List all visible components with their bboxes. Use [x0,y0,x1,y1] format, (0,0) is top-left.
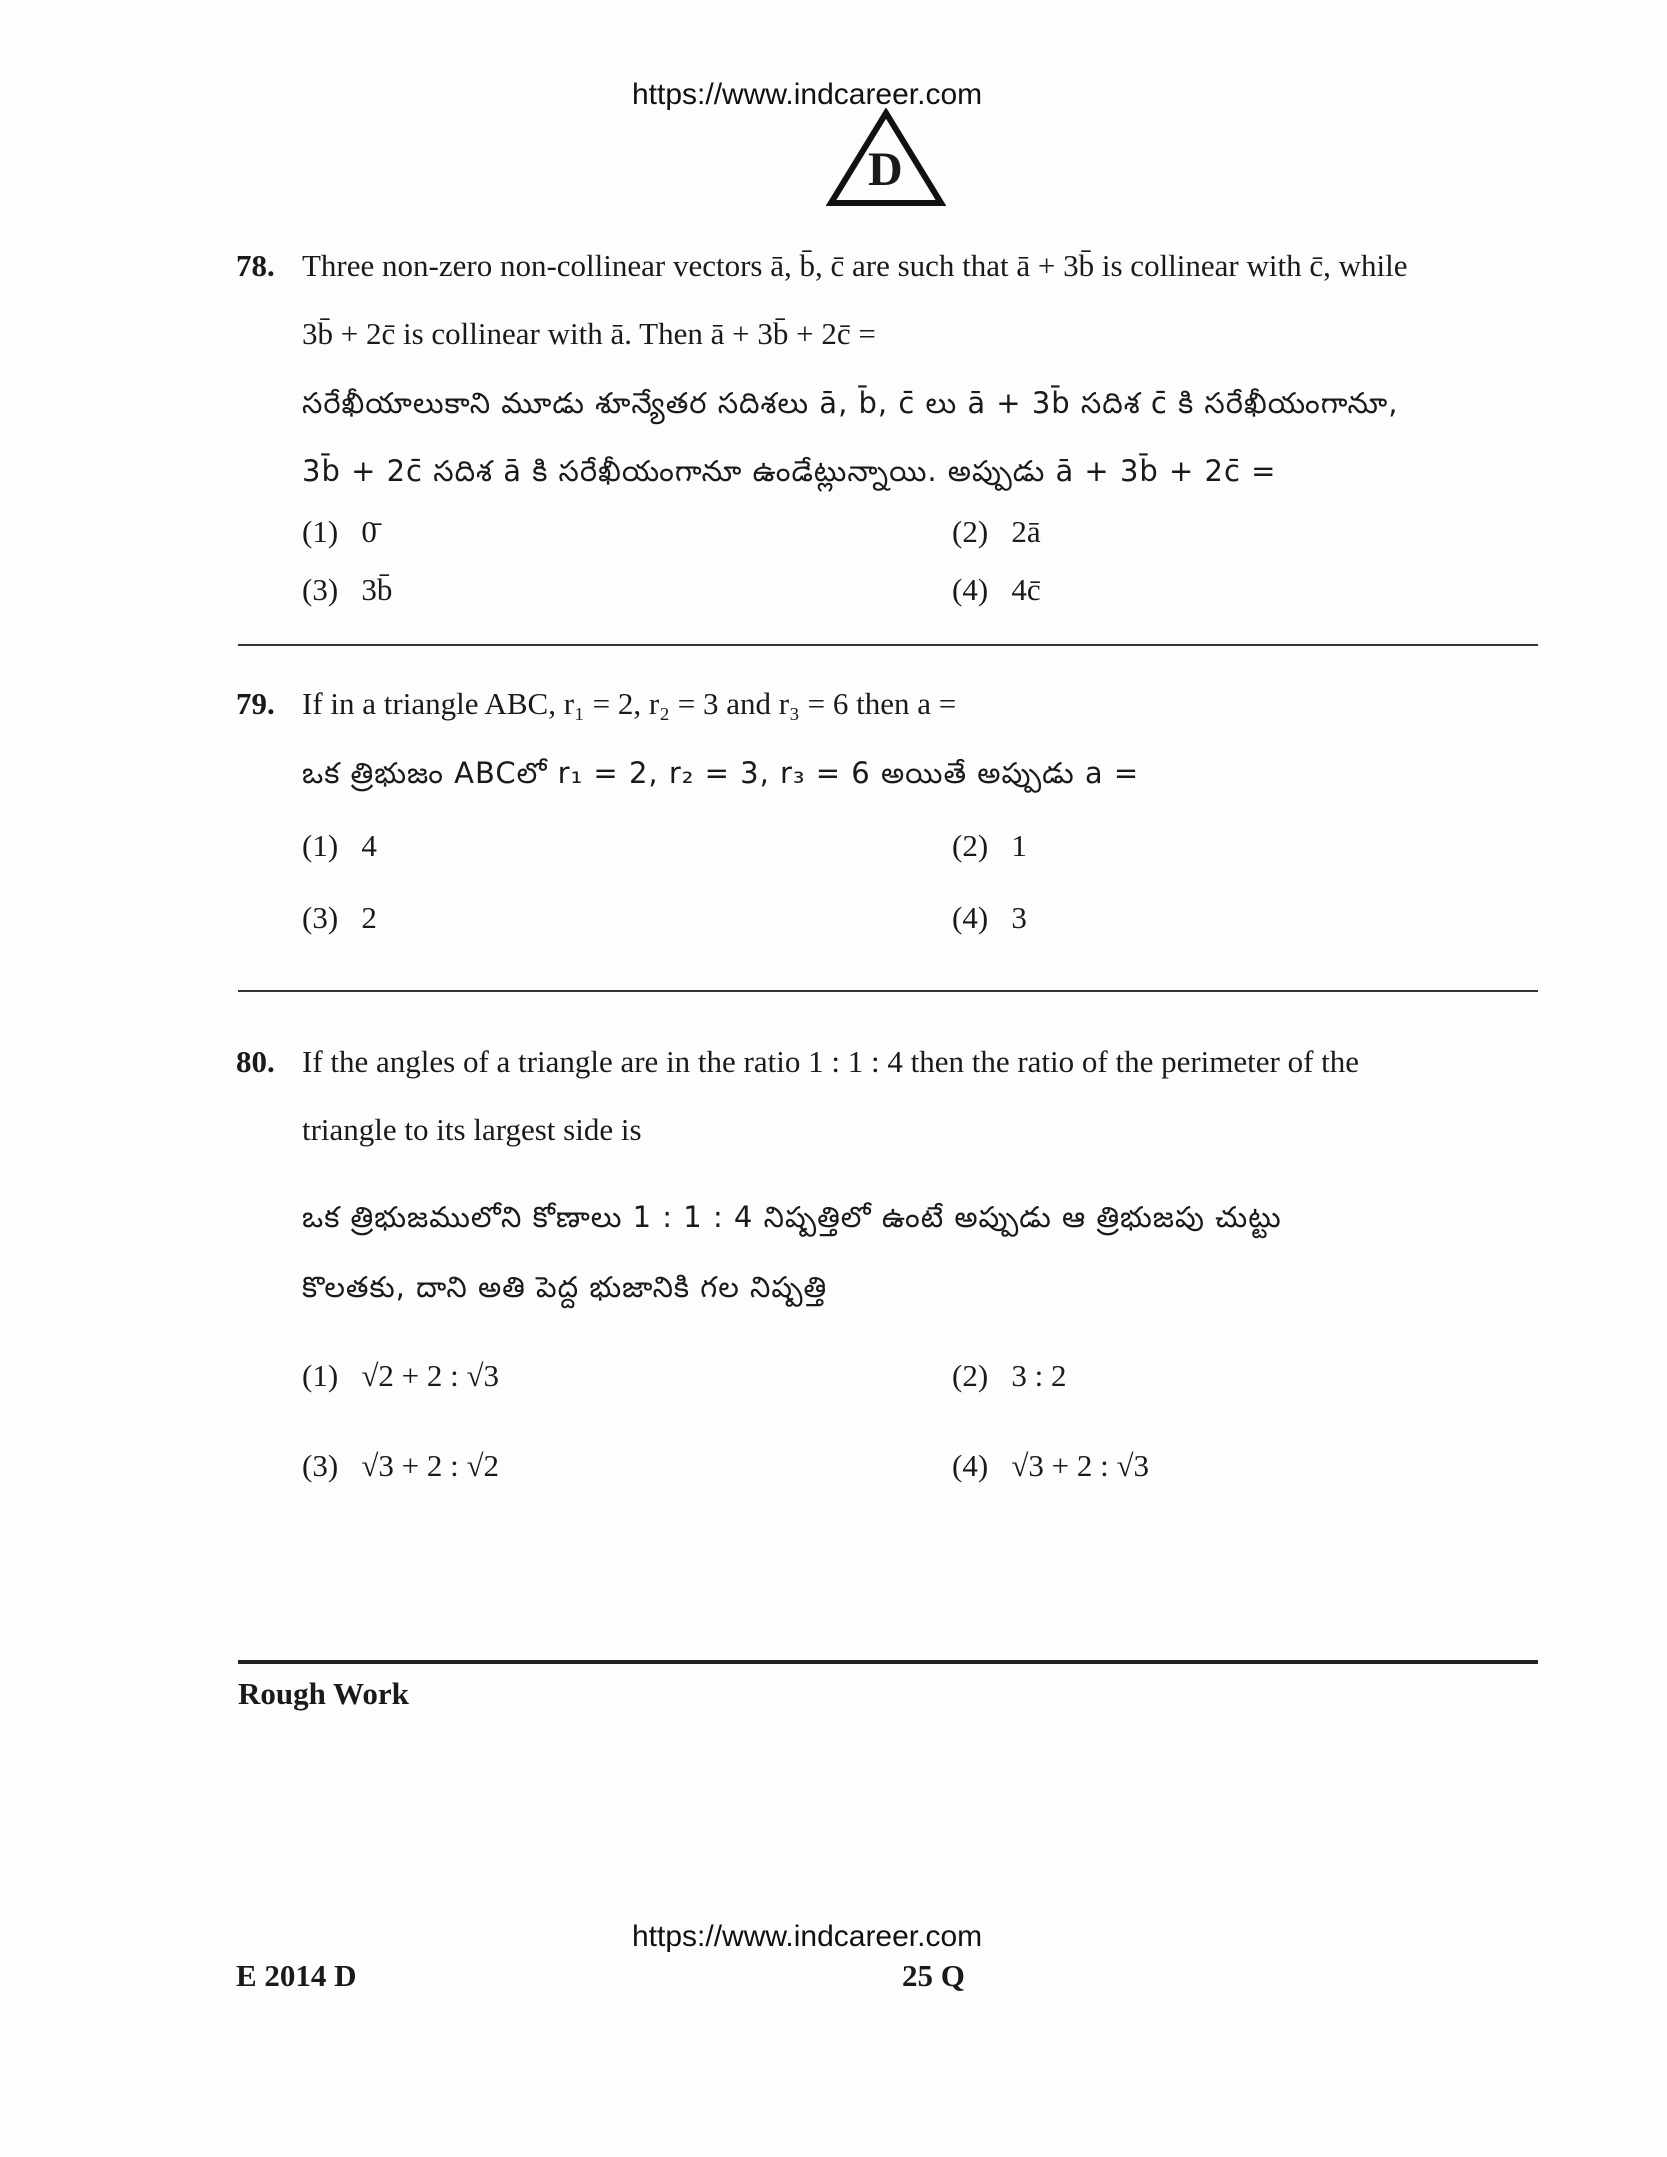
option-label: (4) [952,900,989,935]
option-label: (1) [302,828,339,863]
option-text: 3 : 2 [1011,1358,1067,1393]
question-english-line: Three non-zero non-collinear vectors ā, b̄, c̄ are such that ā + 3b̄ is collinear with c̄, while [302,248,1408,283]
option-label: (3) [302,1448,339,1483]
rough-work-label: Rough Work [238,1676,409,1711]
option-2[interactable] [952,514,1041,550]
option-label: (1) [302,1358,339,1393]
option-label: (4) [952,1448,989,1483]
option-text: 1 [1011,828,1027,863]
option-label: (3) [302,900,339,935]
option-text: 3 [1011,900,1027,935]
page-number: 25 Q [902,1958,965,1993]
option-2[interactable] [952,1358,1067,1394]
question-divider [238,644,1538,646]
footer-url[interactable]: https://www.indcareer.com [632,1920,983,1953]
option-3[interactable] [302,1448,499,1484]
question-divider [238,990,1538,992]
question-number: 78. [236,248,275,283]
option-1[interactable] [302,828,377,864]
option-text: 4 [361,828,377,863]
question-telugu-line: ఒక త్రిభుజం ABCలో r₁ = 2, r₂ = 3, r₃ = 6 అయితే అప్పుడు a = [302,756,1140,790]
option-label: (3) [302,572,339,607]
question-telugu-line: కొలతకు, దాని అతి పెద్ద భుజానికి గల నిష్పత్తి [302,1270,828,1304]
option-text: 2 [361,900,377,935]
question-number: 79. [236,686,275,721]
question-number: 80. [236,1044,275,1079]
set-letter: D [868,143,903,196]
rough-work-divider [238,1660,1538,1664]
option-text: 4c̄ [1011,572,1041,607]
question-telugu-line: 3b̄ + 2c̄ సదిశ ā కి సరేఖీయంగానూ ఉండేట్లున్నాయి. అప్పుడు ā + 3b̄ + 2c̄ = [302,454,1277,488]
option-4[interactable] [952,1448,1149,1484]
option-text: 3b̄ [361,572,393,607]
option-1[interactable] [302,1358,499,1394]
question-english-line: If in a triangle ABC, r₁ = 2, r₂ = 3 and r₃ = 6 then a = [302,686,957,721]
option-1[interactable] [302,514,377,550]
question-english-line: 3b̄ + 2c̄ is collinear with ā. Then ā + 3b̄ + 2c̄ = [302,316,876,351]
option-2[interactable] [952,828,1027,864]
option-4[interactable] [952,572,1041,608]
option-label: (2) [952,1358,989,1393]
option-label: (4) [952,572,989,607]
option-label: (2) [952,514,989,549]
header-url[interactable]: https://www.indcareer.com [632,78,983,111]
option-text: √3 + 2 : √3 [1011,1448,1150,1483]
option-label: (1) [302,514,339,549]
option-3[interactable] [302,900,377,936]
question-telugu-line: సరేఖీయాలుకాని మూడు శూన్యేతర సదిశలు ā, b̄, c̄ లు ā + 3b̄ సదిశ c̄ కి సరేఖీయంగానూ, [302,386,1399,420]
question-english-line: If the angles of a triangle are in the ratio 1 : 1 : 4 then the ratio of the perimeter of the [302,1044,1360,1079]
option-3[interactable] [302,572,392,608]
option-label: (2) [952,828,989,863]
set-triangle-icon [826,108,946,208]
question-telugu-line: ఒక త్రిభుజములోని కోణాలు 1 : 1 : 4 నిష్పత్తిలో ఉంటే అప్పుడు ఆ త్రిభుజపు చుట్టు [302,1200,1282,1234]
exam-code: E 2014 D [236,1958,357,1993]
question-english-line: triangle to its largest side is [302,1112,642,1147]
option-4[interactable] [952,900,1027,936]
option-text: 2ā [1011,514,1041,549]
option-text: √2 + 2 : √3 [361,1358,500,1393]
option-text: √3 + 2 : √2 [361,1448,500,1483]
option-text: 0̄ [361,514,377,549]
